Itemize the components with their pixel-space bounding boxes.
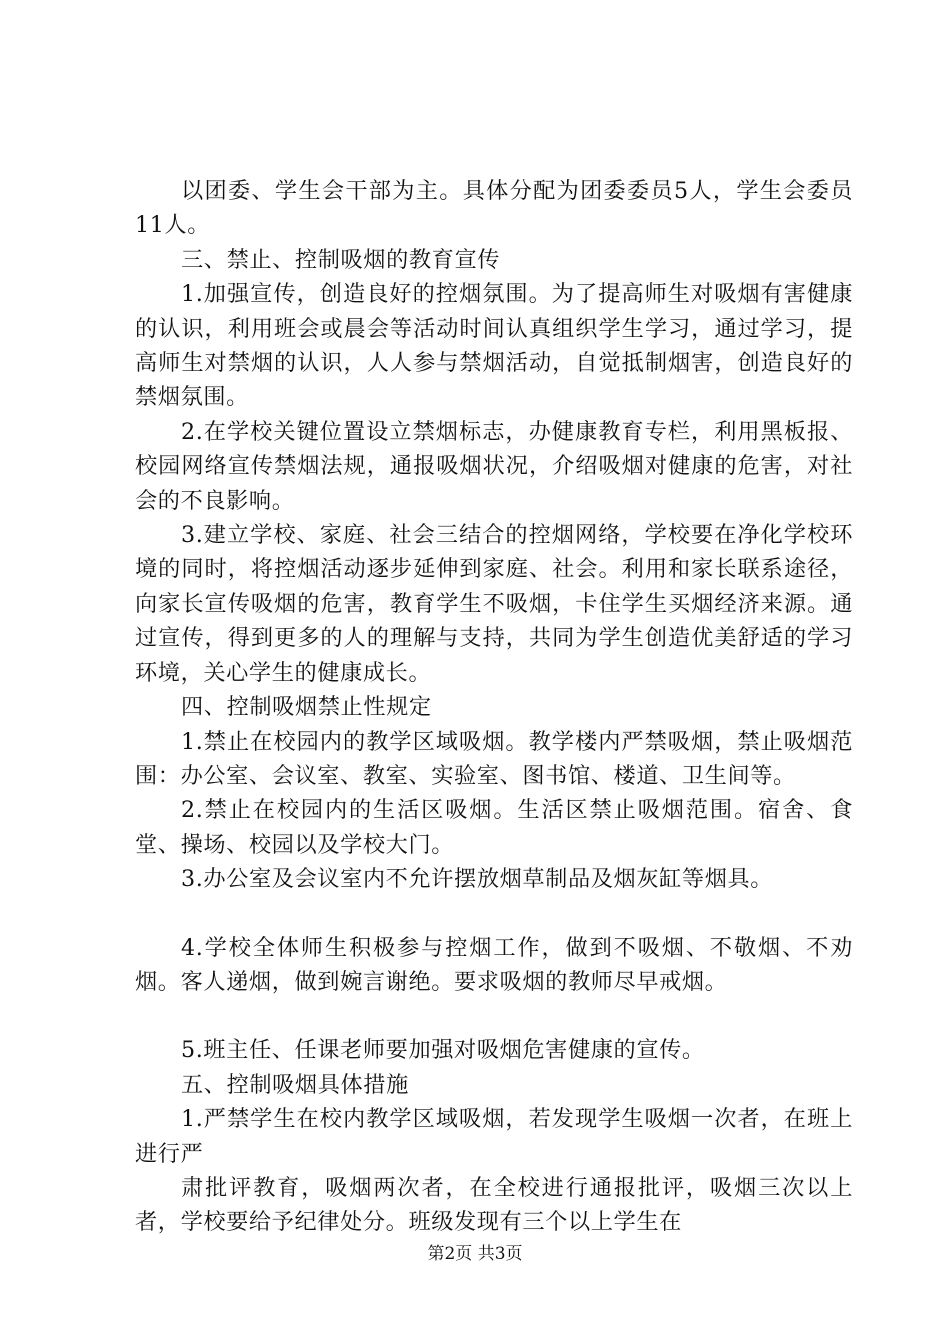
blank-line [135,897,853,931]
paragraph-3-3: 3.建立学校、家庭、社会三结合的控烟网络，学校要在净化学校环境的同时，将控烟活动逐步延伸到家庭、社会。利用和家长联系途径，向家长宣传吸烟的危害，教育学生不吸烟，卡住学生买烟经济来源。通过宣传，得到更多的人的理解与支持，共同为学生创造优美舒适的学习环境，关心学生的健康成长。 [135,522,853,686]
paragraph-4-4: 4.学校全体师生积极参与控烟工作，做到不吸烟、不敬烟、不劝烟。客人递烟，做到婉言谢绝。要求吸烟的教师尽早戒烟。 [135,934,853,995]
heading-section-3: 三、禁止、控制吸烟的教育宣传 [181,246,501,273]
paragraph-3-2: 2.在学校关键位置设立禁烟标志，办健康教育专栏，利用黑板报、校园网络宣传禁烟法规，通报吸烟状况，介绍吸烟对健康的危害，对社会的不良影响。 [135,418,853,514]
blank-line [135,999,853,1033]
paragraph-5-1: 1.严禁学生在校内教学区域吸烟，若发现学生吸烟一次者，在班上进行严 [135,1106,853,1167]
heading-section-4: 四、控制吸烟禁止性规定 [181,694,432,721]
document-body [135,174,853,1240]
page-number-footer: 第2页 共3页 [427,1244,523,1264]
paragraph-4-5: 5.班主任、任课老师要加强对吸烟危害健康的宣传。 [181,1037,705,1064]
paragraph-committee: 以团委、学生会干部为主。具体分配为团委委员5人，学生会委员11人。 [135,178,853,239]
heading-section-5: 五、控制吸烟具体措施 [181,1071,409,1098]
paragraph-4-3: 3.办公室及会议室内不允许摆放烟草制品及烟灰缸等烟具。 [181,866,774,893]
paragraph-5-1-continued: 肃批评教育，吸烟两次者，在全校进行通报批评，吸烟三次以上者，学校要给予纪律处分。班级发现有三个以上学生在 [135,1174,853,1236]
paragraph-3-1: 1.加强宣传，创造良好的控烟氛围。为了提高师生对吸烟有害健康的认识，利用班会或晨会等活动时间认真组织学生学习，通过学习，提高师生对禁烟的认识，人人参与禁烟活动，自觉抵制烟害，创造良好的禁烟氛围。 [135,281,853,411]
paragraph-4-2: 2.禁止在校园内的生活区吸烟。生活区禁止吸烟范围。宿舍、食堂、操场、校园以及学校大门。 [135,797,853,858]
paragraph-4-1: 1.禁止在校园内的教学区域吸烟。教学楼内严禁吸烟，禁止吸烟范围：办公室、会议室、教室、实验室、图书馆、楼道、卫生间等。 [135,728,853,789]
